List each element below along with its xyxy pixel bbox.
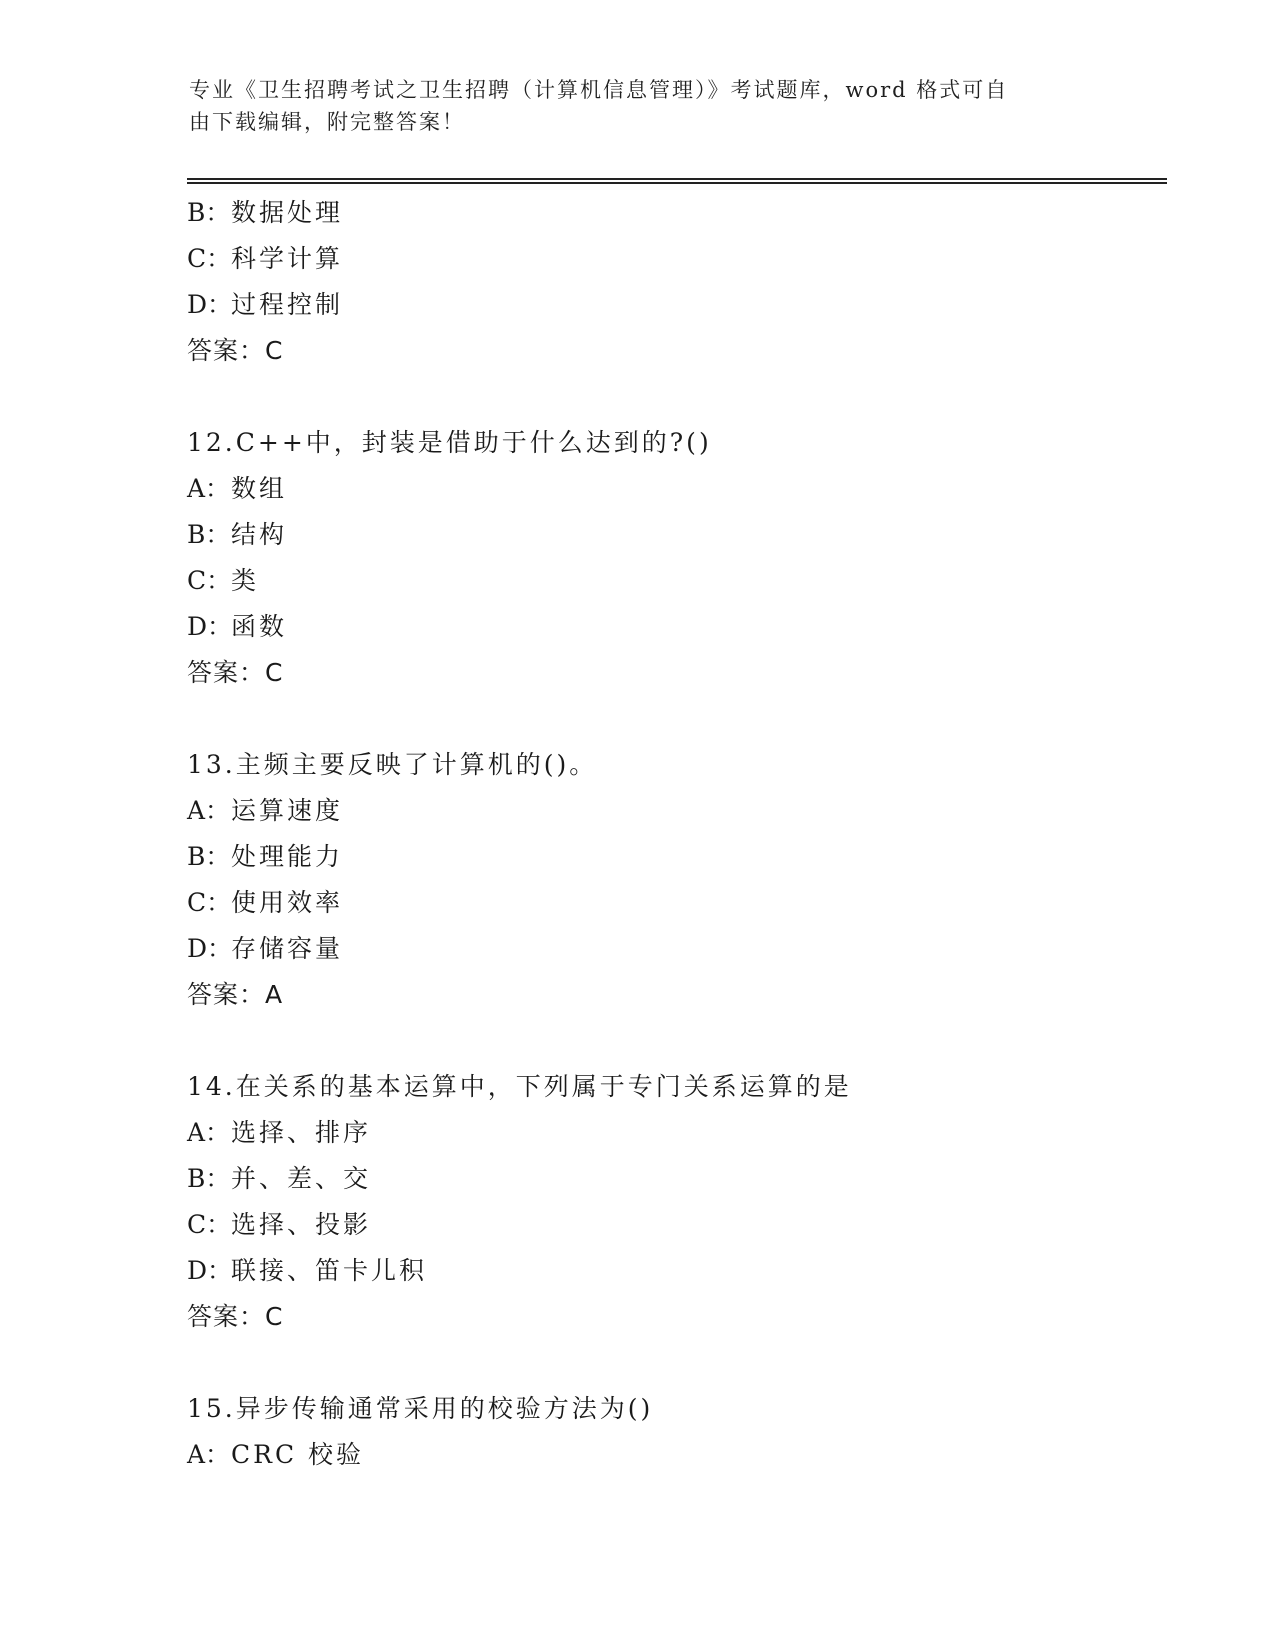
question-stem: 12.C++中，封装是借助于什么达到的?() [187, 428, 712, 457]
option-letter: A： [187, 474, 231, 503]
option-text: 科学计算 [231, 244, 344, 273]
question-block-14 [187, 1064, 1167, 1340]
option-d [187, 926, 1167, 972]
option-d [187, 1248, 1167, 1294]
option-letter: D： [187, 290, 233, 319]
option-b [187, 190, 1167, 236]
option-letter: C： [187, 1210, 232, 1239]
option-text: 处理能力 [231, 842, 344, 871]
option-b [187, 512, 1167, 558]
spacer [187, 374, 1167, 420]
option-d [187, 604, 1167, 650]
option-text: 数组 [231, 474, 288, 503]
option-letter: D： [187, 612, 233, 641]
document-header [189, 74, 1089, 138]
question-stem: 14.在关系的基本运算中，下列属于专门关系运算的是 [187, 1072, 852, 1101]
question-block-13 [187, 742, 1167, 1018]
option-d [187, 282, 1167, 328]
option-a [187, 466, 1167, 512]
option-text: 选择、排序 [231, 1118, 372, 1147]
option-letter: B： [187, 198, 231, 227]
option-text: 存储容量 [231, 934, 344, 963]
option-text: 运算速度 [231, 796, 344, 825]
option-b [187, 1156, 1167, 1202]
option-a [187, 1432, 1167, 1478]
answer-line: 答案：C [187, 336, 284, 365]
question-block-12 [187, 420, 1167, 696]
spacer [187, 696, 1167, 742]
header-title-line-2: 由下载编辑，附完整答案！ [189, 110, 465, 134]
option-letter: A： [187, 1118, 231, 1147]
option-letter: A： [187, 796, 231, 825]
spacer [187, 1018, 1167, 1064]
option-text: 使用效率 [231, 888, 344, 917]
question-stem: 15.异步传输通常采用的校验方法为() [187, 1394, 654, 1423]
question-block-continued [187, 190, 1167, 374]
option-b [187, 834, 1167, 880]
option-letter: C： [187, 888, 232, 917]
option-letter: B： [187, 520, 231, 549]
option-text: 数据处理 [231, 198, 344, 227]
option-text: 结构 [231, 520, 288, 549]
answer-line: 答案：C [187, 1302, 284, 1331]
option-letter: C： [187, 566, 232, 595]
option-letter: B： [187, 842, 231, 871]
option-c [187, 558, 1167, 604]
option-text: 并、差、交 [231, 1164, 372, 1193]
option-text: 选择、投影 [231, 1210, 372, 1239]
option-c [187, 1202, 1167, 1248]
option-text: 联接、笛卡儿积 [231, 1256, 428, 1285]
question-stem: 13.主频主要反映了计算机的()。 [187, 750, 598, 779]
option-letter: A： [187, 1440, 231, 1469]
option-a [187, 1110, 1167, 1156]
option-letter: C： [187, 244, 232, 273]
answer-line: 答案：A [187, 980, 284, 1009]
option-c [187, 880, 1167, 926]
option-letter: D： [187, 934, 233, 963]
header-title-line-1: 专业《卫生招聘考试之卫生招聘（计算机信息管理）》考试题库，word 格式可自 [189, 78, 1009, 102]
spacer [187, 1340, 1167, 1386]
option-a [187, 788, 1167, 834]
option-text: CRC 校验 [231, 1440, 365, 1469]
option-letter: D： [187, 1256, 233, 1285]
option-text: 过程控制 [231, 290, 344, 319]
question-list [187, 190, 1167, 1478]
header-double-rule [187, 178, 1167, 184]
question-block-15 [187, 1386, 1167, 1478]
option-text: 函数 [231, 612, 288, 641]
option-c [187, 236, 1167, 282]
option-letter: B： [187, 1164, 231, 1193]
option-text: 类 [231, 566, 260, 595]
answer-line: 答案：C [187, 658, 284, 687]
